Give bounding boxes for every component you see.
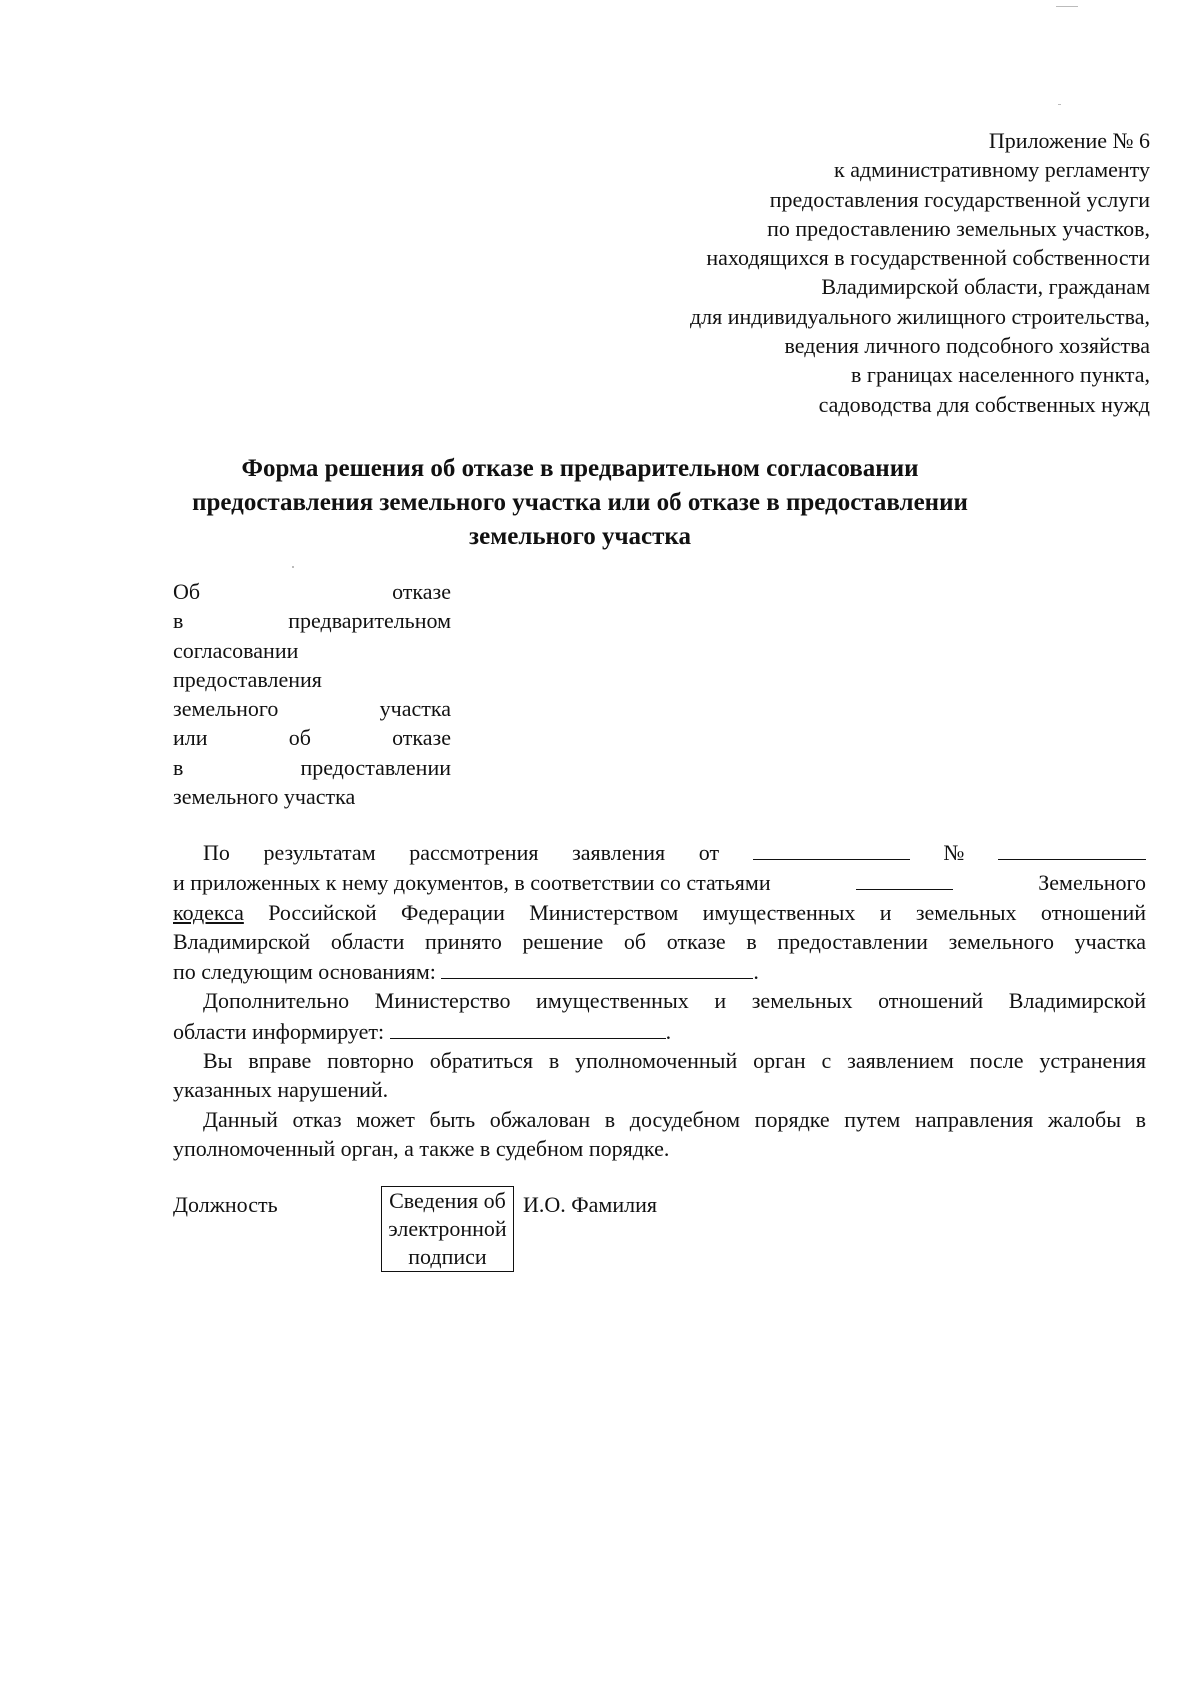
title-line: Форма решения об отказе в предварительном согласовании bbox=[241, 455, 919, 482]
subject-word: или bbox=[173, 725, 208, 751]
appendix-line: для индивидуального жилищного строительства, bbox=[689, 303, 1150, 329]
subject-word: об bbox=[288, 725, 311, 751]
articles-blank[interactable] bbox=[856, 867, 953, 890]
position-label: Должность bbox=[173, 1192, 278, 1217]
body-line bbox=[173, 837, 1146, 867]
subject-line bbox=[173, 577, 451, 606]
appendix-line: ведения личного подсобного хозяйства bbox=[784, 333, 1150, 359]
subject-word: предоставлении bbox=[300, 754, 451, 780]
subject-line bbox=[173, 753, 451, 782]
body-word: от bbox=[698, 840, 720, 865]
subject-word: отказе bbox=[392, 579, 451, 604]
body-text: Земельного bbox=[1038, 870, 1146, 896]
period: . bbox=[753, 959, 759, 985]
subject-word: предварительном bbox=[288, 608, 451, 634]
appendix-header bbox=[450, 126, 1150, 419]
document-title bbox=[150, 452, 1010, 554]
additional-info-blank[interactable] bbox=[390, 1016, 666, 1039]
body-word: заявления bbox=[572, 840, 666, 865]
body-line bbox=[173, 1016, 1146, 1046]
stamp-line: подписи bbox=[408, 1244, 487, 1269]
body-word: рассмотрения bbox=[409, 840, 539, 865]
body-line bbox=[173, 956, 1146, 986]
subject-line bbox=[173, 606, 451, 635]
subject-line bbox=[173, 694, 451, 723]
subject-word: отказе bbox=[392, 725, 451, 751]
appendix-line: в границах населенного пункта, bbox=[851, 362, 1150, 388]
body-word: результатам bbox=[263, 840, 376, 865]
electronic-signature-box bbox=[381, 1186, 514, 1272]
scan-speck bbox=[1056, 6, 1078, 7]
signer-name: И.О. Фамилия bbox=[523, 1192, 657, 1217]
subject-word: в bbox=[173, 608, 184, 634]
subject-line: согласовании bbox=[173, 637, 299, 663]
body-line bbox=[173, 867, 1146, 897]
body-paragraph: Данный отказ может быть обжалован в досудебном порядке путем направления жалобы в уполномоченный орган, а также в судебном порядке. bbox=[173, 1106, 1146, 1161]
subject-word: участка bbox=[379, 696, 451, 722]
appendix-line: Приложение № 6 bbox=[988, 128, 1150, 153]
subject-line: земельного участка bbox=[173, 784, 356, 810]
appendix-line: Владимирской области, гражданам bbox=[821, 274, 1150, 300]
body-paragraph: Вы вправе повторно обратиться в уполномоченный орган с заявлением после устранения указанных нарушений. bbox=[173, 1048, 1146, 1103]
body-line: Дополнительно Министерство имущественных и земельных отношений Владимирской bbox=[203, 988, 1146, 1014]
decision-subject bbox=[173, 577, 451, 811]
stamp-line: электронной bbox=[388, 1216, 507, 1241]
stamp-line: Сведения об bbox=[389, 1188, 506, 1213]
grounds-blank[interactable] bbox=[441, 956, 753, 979]
appendix-line: по предоставлению земельных участков, bbox=[767, 215, 1150, 241]
application-date-blank[interactable] bbox=[753, 837, 910, 860]
application-number-blank[interactable] bbox=[998, 837, 1146, 860]
title-line: предоставления земельного участка или об отказе в предоставлении bbox=[192, 489, 968, 516]
appendix-line: находящихся в государственной собственности bbox=[706, 245, 1150, 271]
number-sign: № bbox=[943, 840, 965, 865]
subject-line bbox=[173, 723, 451, 752]
appendix-line: садоводства для собственных нужд bbox=[818, 391, 1150, 417]
body-text: Российской Федерации Министерством имущественных и земельных отношений bbox=[243, 899, 1146, 925]
body-text: и приложенных к нему документов, в соответствии со статьями bbox=[173, 870, 771, 896]
appendix-line: предоставления государственной услуги bbox=[769, 186, 1150, 212]
subject-line: предоставления bbox=[173, 666, 322, 692]
subject-word: земельного bbox=[173, 696, 279, 722]
period: . bbox=[665, 1018, 672, 1044]
body-text: области информирует: bbox=[173, 1018, 385, 1044]
body-line: Владимирской области принято решение об отказе в предоставлении земельного участка bbox=[173, 928, 1146, 954]
scan-speck bbox=[1058, 104, 1061, 105]
body-word: По bbox=[203, 840, 230, 865]
code-link: кодекса bbox=[173, 899, 244, 925]
appendix-line: к административному регламенту bbox=[834, 157, 1150, 183]
title-line: земельного участка bbox=[469, 523, 691, 550]
subject-word: Об bbox=[173, 579, 201, 604]
decision-body bbox=[173, 837, 1146, 1163]
body-text: по следующим основаниям: bbox=[173, 959, 436, 985]
subject-word: в bbox=[173, 754, 184, 780]
scan-speck bbox=[292, 566, 294, 568]
body-line bbox=[173, 898, 1146, 927]
